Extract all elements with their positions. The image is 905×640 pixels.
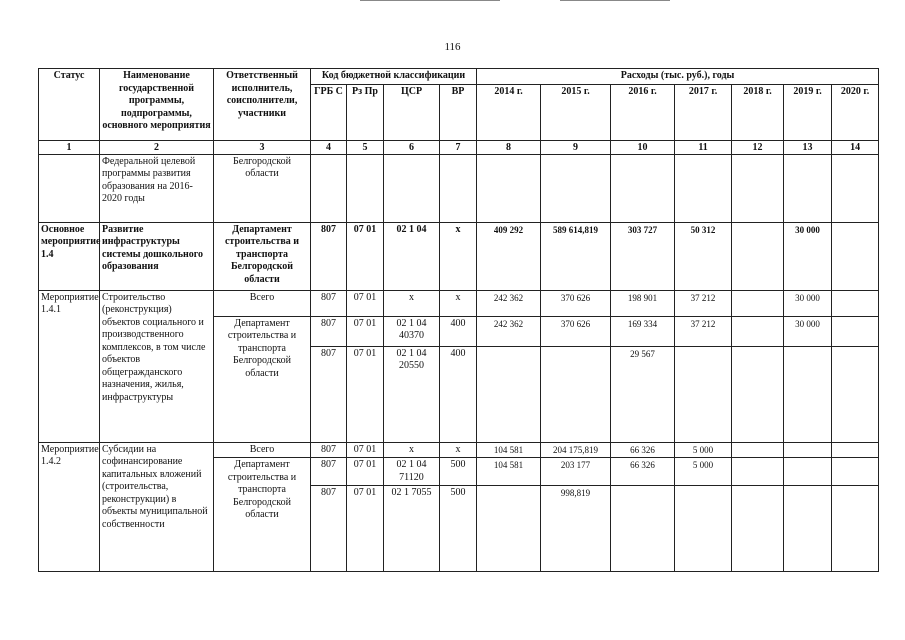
- cell-2015: 204 175,819: [541, 442, 611, 458]
- header-csr: ЦСР: [384, 84, 440, 140]
- cell-vr: x: [440, 222, 477, 290]
- cell-executor: Белгородской области: [214, 154, 311, 222]
- cell-empty: [732, 154, 784, 222]
- table-row-1-4-2-total: [39, 442, 879, 458]
- column-number: 11: [675, 140, 732, 154]
- cell-2016: [611, 486, 675, 572]
- cell-csr: 02 1 04 20550: [384, 346, 440, 442]
- cell-2015: 370 626: [541, 290, 611, 316]
- cell-2017: 5 000: [675, 442, 732, 458]
- cell-status: Мероприятие 1.4.2: [39, 442, 100, 572]
- cell-vr: 400: [440, 316, 477, 346]
- cell-status: Мероприятие 1.4.1: [39, 290, 100, 442]
- cell-rzpr: 07 01: [347, 442, 384, 458]
- cell-2018: [732, 346, 784, 442]
- cell-executor: Департамент строительства и транспорта Белгородской области: [214, 458, 311, 572]
- column-number: 6: [384, 140, 440, 154]
- cell-2018: [732, 316, 784, 346]
- cell-name: Субсидии на софинансирование капитальных вложений (строительства, реконструкции) в объекты муниципальной собственности: [100, 442, 214, 572]
- cell-2019: [784, 346, 832, 442]
- column-number: 7: [440, 140, 477, 154]
- cell-executor: Департамент строительства и транспорта Белгородской области: [214, 222, 311, 290]
- page-number: 116: [444, 41, 461, 53]
- cell-2016: 198 901: [611, 290, 675, 316]
- cell-2017: [675, 486, 732, 572]
- cell-empty: [675, 154, 732, 222]
- cell-empty: [311, 154, 347, 222]
- cell-2019: 30 000: [784, 222, 832, 290]
- cell-2016: 303 727: [611, 222, 675, 290]
- cell-2020: [832, 442, 879, 458]
- cell-vr: x: [440, 442, 477, 458]
- column-number: 3: [214, 140, 311, 154]
- header-row: [39, 69, 879, 85]
- column-number: 4: [311, 140, 347, 154]
- cell-status: [39, 154, 100, 222]
- cell-2019: [784, 442, 832, 458]
- cell-empty: [784, 154, 832, 222]
- cell-2016: 66 326: [611, 458, 675, 486]
- cell-2017: 50 312: [675, 222, 732, 290]
- cell-empty: [384, 154, 440, 222]
- cell-csr: 02 1 04: [384, 222, 440, 290]
- cell-grbs: 807: [311, 316, 347, 346]
- header-budget-code: Код бюджетной классификации: [311, 69, 477, 85]
- cell-grbs: 807: [311, 222, 347, 290]
- cell-csr: 02 1 04 71120: [384, 458, 440, 486]
- header-year-2017: 2017 г.: [675, 84, 732, 140]
- cell-vr: 500: [440, 486, 477, 572]
- cell-csr: x: [384, 290, 440, 316]
- cell-status: Основное мероприятие 1.4: [39, 222, 100, 290]
- cell-2017: 37 212: [675, 290, 732, 316]
- cell-csr: 02 1 04 40370: [384, 316, 440, 346]
- cell-2014: [477, 486, 541, 572]
- column-number: 12: [732, 140, 784, 154]
- cell-2018: [732, 222, 784, 290]
- cell-2019: 30 000: [784, 290, 832, 316]
- cell-2020: [832, 316, 879, 346]
- cell-2014: 242 362: [477, 316, 541, 346]
- cell-rzpr: 07 01: [347, 458, 384, 486]
- column-number: 9: [541, 140, 611, 154]
- cell-rzpr: 07 01: [347, 316, 384, 346]
- cell-rzpr: 07 01: [347, 290, 384, 316]
- cell-2020: [832, 486, 879, 572]
- cell-2015: 998,819: [541, 486, 611, 572]
- table-row-continuation: [39, 154, 879, 222]
- cell-rzpr: 07 01: [347, 486, 384, 572]
- cell-vr: x: [440, 290, 477, 316]
- cell-grbs: 807: [311, 486, 347, 572]
- column-number: 14: [832, 140, 879, 154]
- cell-rzpr: 07 01: [347, 222, 384, 290]
- cell-2017: 5 000: [675, 458, 732, 486]
- cell-csr: 02 1 7055: [384, 486, 440, 572]
- column-number: 8: [477, 140, 541, 154]
- header-year-2020: 2020 г.: [832, 84, 879, 140]
- column-number: 2: [100, 140, 214, 154]
- header-grbs: ГРБ С: [311, 84, 347, 140]
- cell-empty: [611, 154, 675, 222]
- cell-rzpr: 07 01: [347, 346, 384, 442]
- cell-executor: Департамент строительства и транспорта Белгородской области: [214, 316, 311, 442]
- cell-2020: [832, 346, 879, 442]
- cell-empty: [832, 154, 879, 222]
- cell-empty: [477, 154, 541, 222]
- cell-grbs: 807: [311, 458, 347, 486]
- column-number: 1: [39, 140, 100, 154]
- header-name: Наименование государственной программы, подпрограммы, основного мероприятия: [100, 69, 214, 141]
- table-row-main-1-4: [39, 222, 879, 290]
- cell-csr: x: [384, 442, 440, 458]
- header-year-2016: 2016 г.: [611, 84, 675, 140]
- cell-vr: 400: [440, 346, 477, 442]
- cell-grbs: 807: [311, 442, 347, 458]
- cell-empty: [541, 154, 611, 222]
- cell-2014: 104 581: [477, 458, 541, 486]
- column-number-row: [39, 140, 879, 154]
- cell-2014: [477, 346, 541, 442]
- cell-2020: [832, 458, 879, 486]
- cell-grbs: 807: [311, 290, 347, 316]
- cell-2016: 169 334: [611, 316, 675, 346]
- cell-2019: [784, 486, 832, 572]
- cell-2016: 29 567: [611, 346, 675, 442]
- cell-empty: [440, 154, 477, 222]
- cell-2019: 30 000: [784, 316, 832, 346]
- cell-vr: 500: [440, 458, 477, 486]
- cell-executor-total: Всего: [214, 290, 311, 316]
- cell-2014: 409 292: [477, 222, 541, 290]
- cell-name: Строительство (реконструкция) объектов социального и производственного комплексов, в том числе объектов общегражданского назначения, жилья, инфраструктуры: [100, 290, 214, 442]
- cell-2015: 203 177: [541, 458, 611, 486]
- cell-2016: 66 326: [611, 442, 675, 458]
- scan-artifact-top-line: [360, 0, 500, 1]
- cell-2019: [784, 458, 832, 486]
- cell-2020: [832, 222, 879, 290]
- cell-2018: [732, 290, 784, 316]
- cell-grbs: 807: [311, 346, 347, 442]
- cell-executor-total: Всего: [214, 442, 311, 458]
- header-status: Статус: [39, 69, 100, 141]
- scan-artifact-top-line-right: [560, 0, 670, 1]
- cell-2015: 589 614,819: [541, 222, 611, 290]
- cell-2017: 37 212: [675, 316, 732, 346]
- cell-2018: [732, 458, 784, 486]
- cell-2020: [832, 290, 879, 316]
- cell-2014: 104 581: [477, 442, 541, 458]
- cell-2015: 370 626: [541, 316, 611, 346]
- column-number: 5: [347, 140, 384, 154]
- cell-name: Развитие инфраструктуры системы дошкольного образования: [100, 222, 214, 290]
- header-expenses: Расходы (тыс. руб.), годы: [477, 69, 879, 85]
- cell-2014: 242 362: [477, 290, 541, 316]
- header-year-2014: 2014 г.: [477, 84, 541, 140]
- header-year-2018: 2018 г.: [732, 84, 784, 140]
- header-year-2015: 2015 г.: [541, 84, 611, 140]
- header-rzpr: Рз Пр: [347, 84, 384, 140]
- budget-table: [38, 68, 879, 572]
- cell-empty: [347, 154, 384, 222]
- table-row-1-4-1-total: [39, 290, 879, 316]
- header-executor: Ответственный исполнитель, соисполнители, участники: [214, 69, 311, 141]
- cell-2017: [675, 346, 732, 442]
- cell-name: Федеральной целевой программы развития образования на 2016-2020 годы: [100, 154, 214, 222]
- cell-2015: [541, 346, 611, 442]
- header-vr: ВР: [440, 84, 477, 140]
- column-number: 13: [784, 140, 832, 154]
- header-year-2019: 2019 г.: [784, 84, 832, 140]
- column-number: 10: [611, 140, 675, 154]
- cell-2018: [732, 442, 784, 458]
- cell-2018: [732, 486, 784, 572]
